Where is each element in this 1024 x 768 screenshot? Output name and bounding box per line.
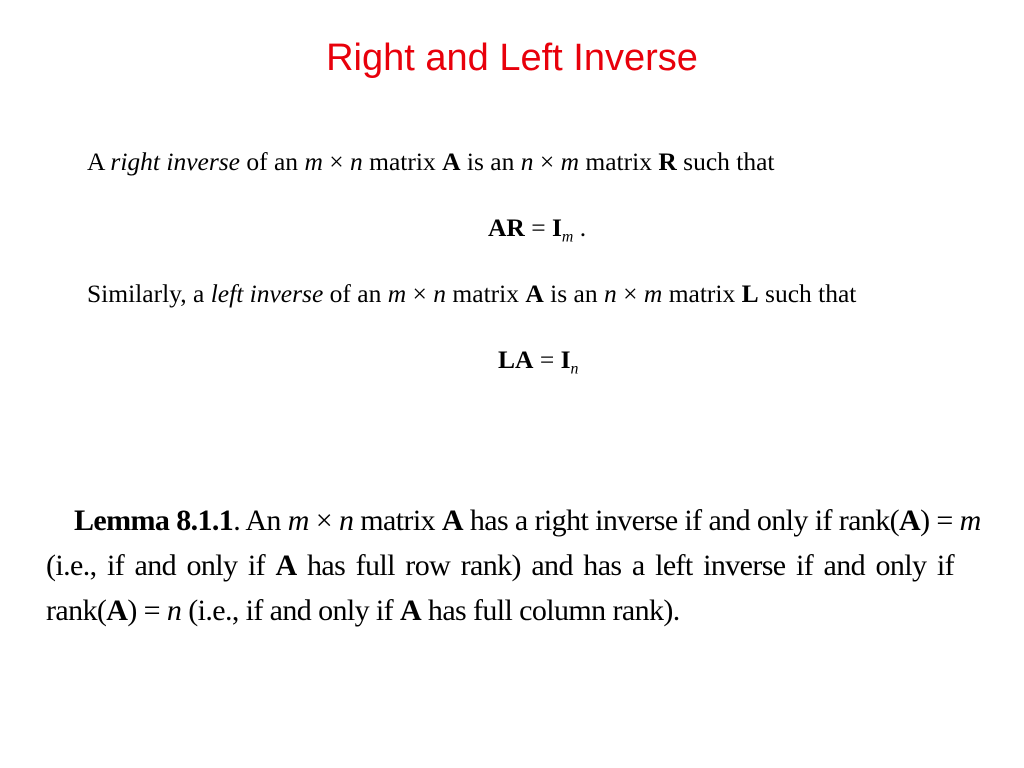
times-symbol: × xyxy=(322,147,350,176)
text: matrix xyxy=(353,504,442,537)
text: (i.e., if and only if xyxy=(46,549,276,582)
var-n: n xyxy=(338,504,354,537)
text: such that xyxy=(676,147,775,176)
equation-lhs: LA xyxy=(498,345,534,374)
identity-subscript: n xyxy=(570,360,579,378)
matrix-l: L xyxy=(741,279,759,308)
var-m: m xyxy=(387,279,407,308)
text: matrix xyxy=(579,147,659,176)
equals-sign: = xyxy=(533,345,561,374)
text: is an xyxy=(543,279,604,308)
lemma-line-1 xyxy=(46,498,981,543)
text: (i.e., if and only if xyxy=(181,594,400,627)
text: has a right inverse if and only if rank( xyxy=(462,504,900,537)
equals-sign: = xyxy=(524,213,552,242)
var-n: n xyxy=(350,147,363,176)
matrix-a: A xyxy=(525,279,544,308)
identity-subscript: m xyxy=(561,228,574,246)
text: matrix xyxy=(446,279,526,308)
text: is an xyxy=(460,147,521,176)
var-n: n xyxy=(166,594,182,627)
matrix-a: A xyxy=(106,594,128,627)
left-inverse-equation xyxy=(498,345,578,376)
text: ) = xyxy=(920,504,960,537)
text: . An xyxy=(233,504,288,537)
matrix-a: A xyxy=(399,594,422,627)
times-symbol: × xyxy=(308,504,339,537)
lemma-line-3 xyxy=(46,588,954,633)
times-symbol: × xyxy=(406,279,434,308)
text: ) = xyxy=(127,594,167,627)
lemma-line-2 xyxy=(46,543,954,588)
text: matrix xyxy=(362,147,443,176)
term-left-inverse: left inverse xyxy=(210,279,324,308)
var-n: n xyxy=(520,147,534,176)
times-symbol: × xyxy=(616,279,644,308)
var-m: m xyxy=(287,504,309,537)
var-n: n xyxy=(433,279,447,308)
period: . xyxy=(573,213,587,242)
matrix-a: A xyxy=(441,504,463,537)
matrix-r: R xyxy=(658,147,677,176)
identity-matrix: I xyxy=(551,213,562,242)
equation-lhs: AR xyxy=(488,213,525,242)
lemma-block xyxy=(46,498,981,633)
matrix-a: A xyxy=(275,549,297,582)
lemma-label: Lemma 8.1.1 xyxy=(74,504,234,537)
matrix-a: A xyxy=(442,147,461,176)
term-right-inverse: right inverse xyxy=(110,147,240,176)
text: has full row rank) and has a left inverse if and only if xyxy=(296,549,954,582)
var-m: m xyxy=(304,147,323,176)
text: Similarly, a xyxy=(87,279,211,308)
slide-title: Right and Left Inverse xyxy=(326,37,698,79)
text: of an xyxy=(323,279,388,308)
identity-matrix: I xyxy=(560,345,571,374)
text: A xyxy=(87,147,111,176)
var-n: n xyxy=(604,279,617,308)
text: matrix xyxy=(662,279,742,308)
text: rank( xyxy=(46,594,107,627)
left-inverse-definition xyxy=(87,279,856,310)
var-m: m xyxy=(643,279,663,308)
right-inverse-definition xyxy=(87,147,775,178)
right-inverse-equation xyxy=(488,213,586,244)
times-symbol: × xyxy=(533,147,561,176)
text: such that xyxy=(758,279,857,308)
var-m: m xyxy=(560,147,580,176)
matrix-a: A xyxy=(899,504,921,537)
var-m: m xyxy=(959,504,981,537)
text: of an xyxy=(240,147,305,176)
text: has full column rank). xyxy=(421,594,680,627)
